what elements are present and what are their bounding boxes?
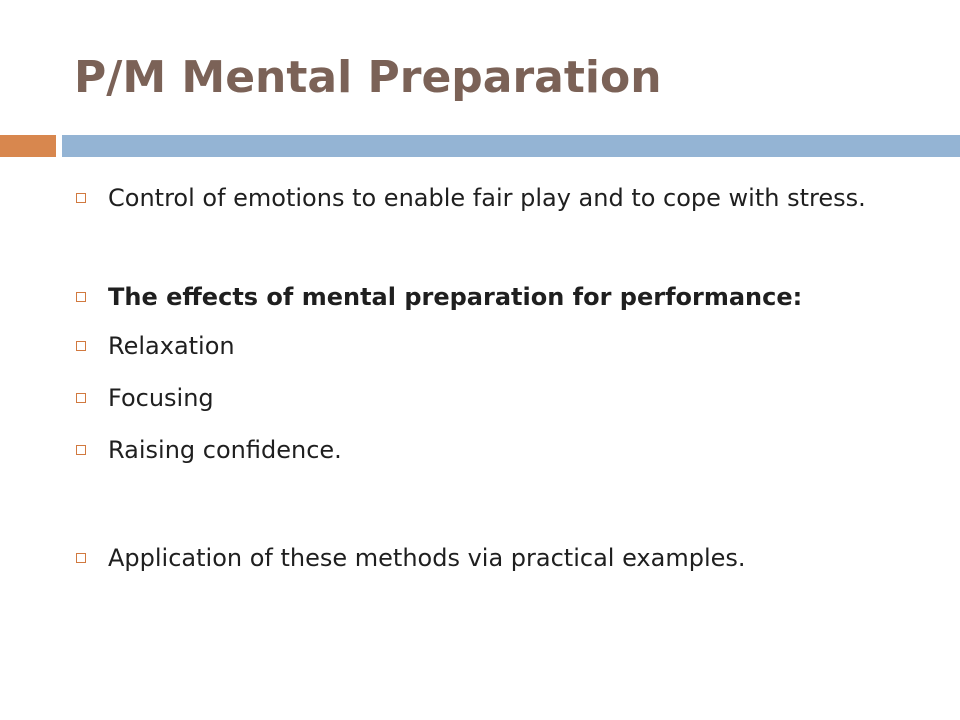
- hollow-square-bullet-icon: [76, 341, 86, 351]
- hollow-square-bullet-icon: [76, 445, 86, 455]
- title-accent-bar-orange: [0, 135, 56, 157]
- bullet-text-confidence: Raising confidence.: [108, 436, 342, 464]
- title-accent-bar-blue: [62, 135, 960, 157]
- bullet-text-effects: The effects of mental preparation for performance:: [108, 283, 803, 311]
- bullet-text-emotions: Control of emotions to enable fair play and to cope with stress.: [108, 184, 866, 212]
- hollow-square-bullet-icon: [76, 553, 86, 563]
- slide-title: P/M Mental Preparation: [74, 52, 662, 103]
- hollow-square-bullet-icon: [76, 292, 86, 302]
- bullet-text-focusing: Focusing: [108, 384, 214, 412]
- bullet-text-application: Application of these methods via practical examples.: [108, 544, 746, 572]
- hollow-square-bullet-icon: [76, 193, 86, 203]
- hollow-square-bullet-icon: [76, 393, 86, 403]
- bullet-text-relaxation: Relaxation: [108, 332, 235, 360]
